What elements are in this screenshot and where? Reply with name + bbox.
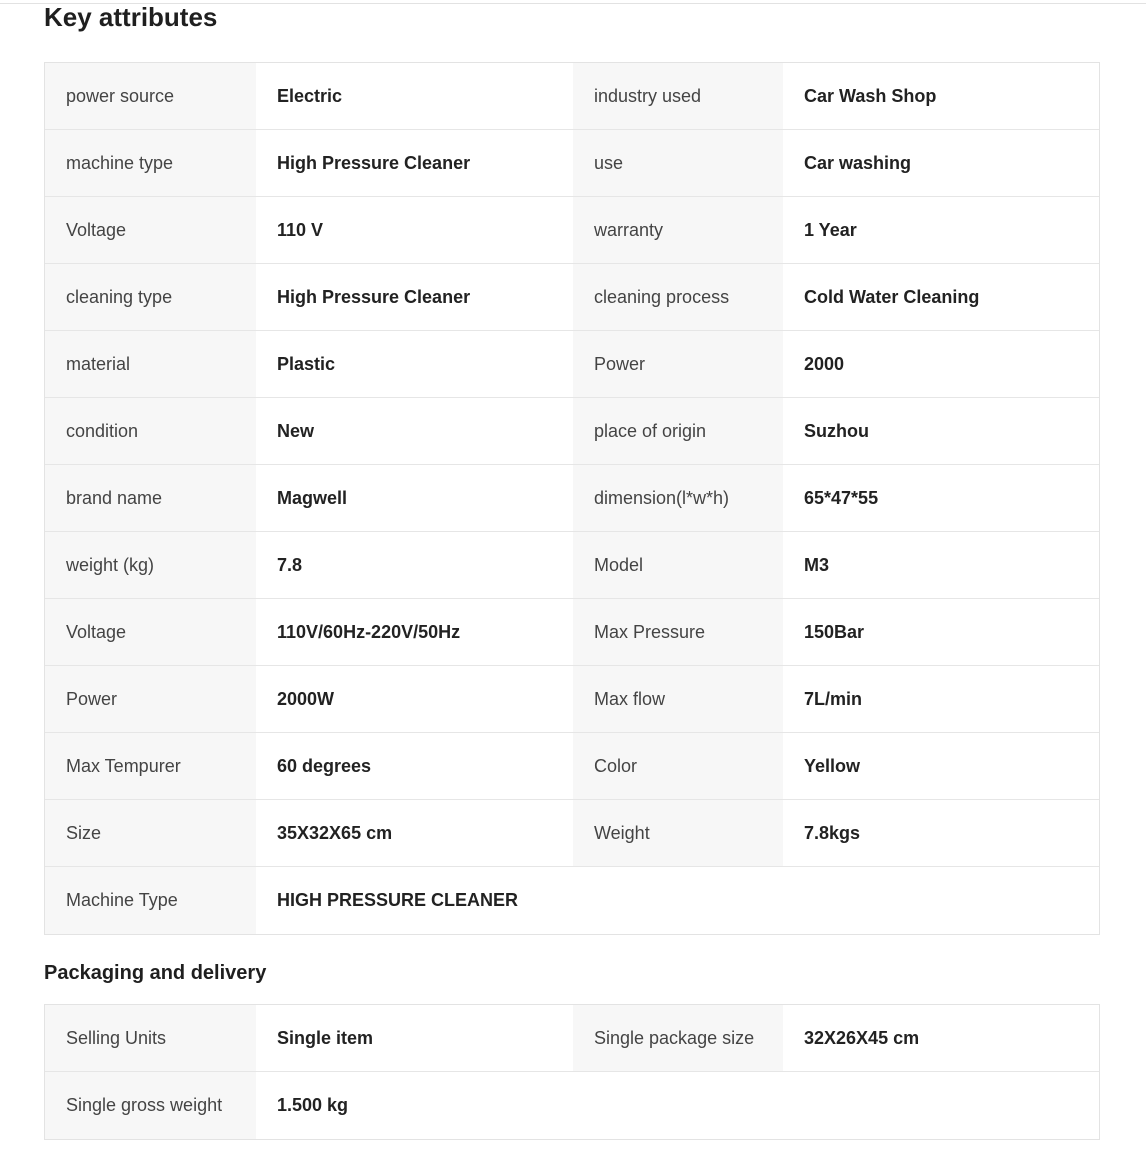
attribute-row bbox=[45, 331, 1099, 398]
attribute-value: 1.500 kg bbox=[256, 1072, 573, 1139]
attribute-label: power source bbox=[45, 63, 256, 129]
attribute-row bbox=[45, 1072, 1099, 1139]
attribute-label bbox=[573, 1072, 783, 1139]
attribute-value: 2000 bbox=[783, 331, 1099, 397]
attribute-row bbox=[45, 666, 1099, 733]
attribute-row bbox=[45, 867, 1099, 934]
packaging-table bbox=[44, 1004, 1100, 1140]
attribute-value: Car washing bbox=[783, 130, 1099, 196]
key-attributes-table bbox=[44, 62, 1100, 935]
attribute-label: Max flow bbox=[573, 666, 783, 732]
attribute-row bbox=[45, 800, 1099, 867]
attribute-value: Magwell bbox=[256, 465, 573, 531]
attribute-label: Single package size bbox=[573, 1005, 783, 1071]
attribute-label: dimension(l*w*h) bbox=[573, 465, 783, 531]
attribute-label: weight (kg) bbox=[45, 532, 256, 598]
attribute-value: 60 degrees bbox=[256, 733, 573, 799]
attribute-label: Max Tempurer bbox=[45, 733, 256, 799]
attribute-label: Weight bbox=[573, 800, 783, 866]
attribute-label bbox=[573, 867, 783, 934]
attribute-label: Machine Type bbox=[45, 867, 256, 934]
key-attributes-heading: Key attributes bbox=[44, 2, 218, 32]
attribute-row bbox=[45, 197, 1099, 264]
attribute-value: Car Wash Shop bbox=[783, 63, 1099, 129]
attribute-value: 7.8 bbox=[256, 532, 573, 598]
attribute-label: Color bbox=[573, 733, 783, 799]
attribute-value: Yellow bbox=[783, 733, 1099, 799]
attribute-value: 32X26X45 cm bbox=[783, 1005, 1099, 1071]
attribute-value: 35X32X65 cm bbox=[256, 800, 573, 866]
attribute-row bbox=[45, 733, 1099, 800]
packaging-heading: Packaging and delivery bbox=[44, 962, 267, 984]
attribute-value: 110V/60Hz-220V/50Hz bbox=[256, 599, 573, 665]
attribute-value: Electric bbox=[256, 63, 573, 129]
attribute-value bbox=[783, 867, 1099, 934]
attribute-label: Selling Units bbox=[45, 1005, 256, 1071]
attribute-value: 2000W bbox=[256, 666, 573, 732]
attribute-row bbox=[45, 465, 1099, 532]
attribute-label: Size bbox=[45, 800, 256, 866]
attribute-value: 7L/min bbox=[783, 666, 1099, 732]
attribute-label: Voltage bbox=[45, 197, 256, 263]
attribute-row bbox=[45, 599, 1099, 666]
attribute-value: 7.8kgs bbox=[783, 800, 1099, 866]
attribute-row bbox=[45, 1005, 1099, 1072]
attribute-row bbox=[45, 264, 1099, 331]
attribute-label: industry used bbox=[573, 63, 783, 129]
attribute-value: Single item bbox=[256, 1005, 573, 1071]
attribute-label: warranty bbox=[573, 197, 783, 263]
attribute-row bbox=[45, 398, 1099, 465]
attribute-label: cleaning type bbox=[45, 264, 256, 330]
attribute-label: Power bbox=[45, 666, 256, 732]
attribute-value: M3 bbox=[783, 532, 1099, 598]
attribute-value: Cold Water Cleaning bbox=[783, 264, 1099, 330]
attribute-label: Power bbox=[573, 331, 783, 397]
attribute-label: cleaning process bbox=[573, 264, 783, 330]
attribute-value bbox=[783, 1072, 1099, 1139]
attribute-label: Voltage bbox=[45, 599, 256, 665]
attribute-label: use bbox=[573, 130, 783, 196]
attribute-label: Max Pressure bbox=[573, 599, 783, 665]
attribute-label: brand name bbox=[45, 465, 256, 531]
attribute-value: 65*47*55 bbox=[783, 465, 1099, 531]
attribute-value: High Pressure Cleaner bbox=[256, 130, 573, 196]
attribute-value: 150Bar bbox=[783, 599, 1099, 665]
attribute-label: machine type bbox=[45, 130, 256, 196]
attribute-row bbox=[45, 130, 1099, 197]
attribute-label: place of origin bbox=[573, 398, 783, 464]
attribute-row bbox=[45, 63, 1099, 130]
attribute-value: HIGH PRESSURE CLEANER bbox=[256, 867, 573, 934]
attribute-value: New bbox=[256, 398, 573, 464]
attribute-value: High Pressure Cleaner bbox=[256, 264, 573, 330]
attribute-row bbox=[45, 532, 1099, 599]
attribute-label: Model bbox=[573, 532, 783, 598]
attribute-value: 110 V bbox=[256, 197, 573, 263]
attribute-value: Suzhou bbox=[783, 398, 1099, 464]
attribute-label: condition bbox=[45, 398, 256, 464]
attribute-value: Plastic bbox=[256, 331, 573, 397]
attribute-label: Single gross weight bbox=[45, 1072, 256, 1139]
attribute-value: 1 Year bbox=[783, 197, 1099, 263]
attribute-label: material bbox=[45, 331, 256, 397]
